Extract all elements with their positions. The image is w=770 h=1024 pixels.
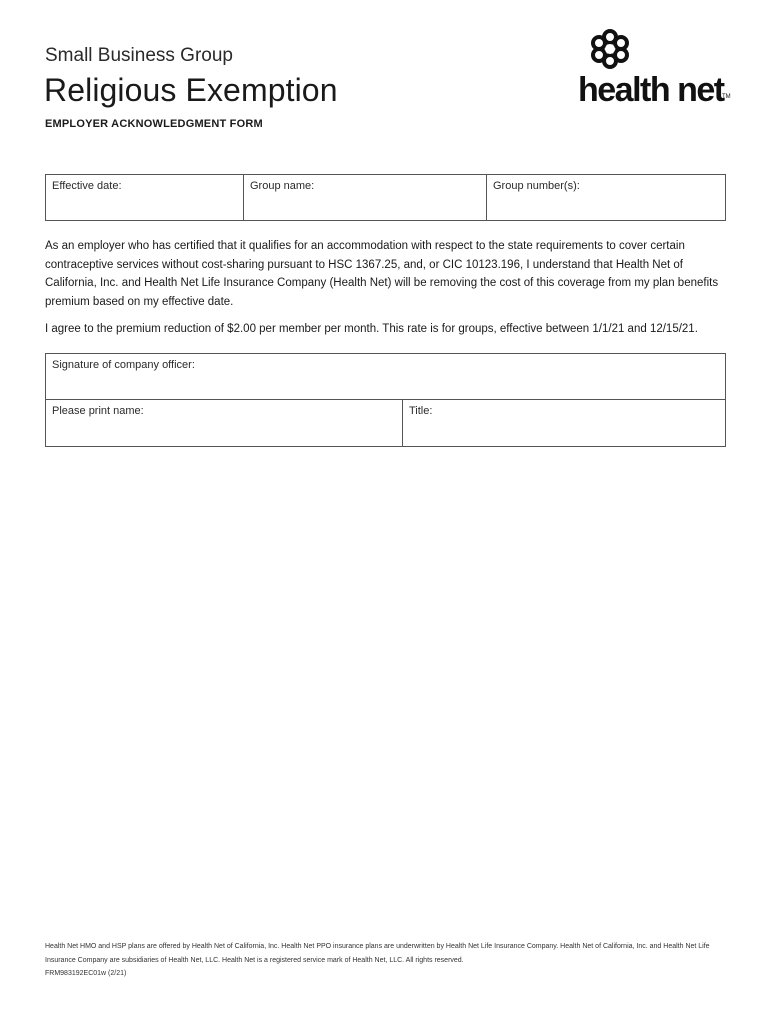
group-numbers-label: Group number(s):: [493, 180, 580, 192]
logo-wordmark: health net: [578, 71, 724, 109]
logo-trademark: TM: [722, 94, 731, 100]
title-field[interactable]: [403, 400, 725, 446]
group-numbers-field[interactable]: [487, 175, 725, 220]
group-name-label: Group name:: [250, 180, 315, 192]
acknowledgment-paragraph: As an employer who has certified that it qualifies for an accommodation with respect to the state requirements to cover certain contraceptive services without cost-sharing pursuant to HSC 1367.25, and, or CIC 10123.196, I understand that Health Net of California, Inc. and Health Net Life Insurance Company (Health Net) will be removing the cost of this coverage from my plan benefits premium based on my effective date.: [45, 240, 719, 308]
health-net-logo: [578, 28, 730, 108]
form-code: FRM983192EC01w (2/21): [45, 970, 127, 977]
logo-emblem-icon: [588, 28, 632, 70]
effective-date-label: Effective date:: [52, 180, 122, 192]
signature-label: Signature of company officer:: [52, 359, 195, 371]
page-title: Religious Exemption: [44, 72, 338, 108]
footer-disclaimer: Health Net HMO and HSP plans are offered by Health Net of California, Inc. Health Net PPO insurance plans are underwritten by Health Net Life Insurance Company. Health Net of California, Inc. and Health Net Life Insurance Company are subsidiaries of Health Net, LLC. Health Net is a registered service mark of Health Net, LLC. All rights reserved.: [45, 943, 710, 964]
title-label: Title:: [409, 405, 433, 417]
premium-reduction-paragraph: I agree to the premium reduction of $2.00 per member per month. This rate is for groups, effective between 1/1/21 and 12/15/21.: [45, 323, 698, 335]
group-info-table: [45, 174, 726, 221]
print-name-field[interactable]: [46, 400, 403, 446]
signature-table: [45, 353, 726, 447]
effective-date-field[interactable]: [46, 175, 244, 220]
signature-field[interactable]: [46, 354, 725, 400]
header-subtitle: Small Business Group: [45, 45, 233, 66]
form-name: EMPLOYER ACKNOWLEDGMENT FORM: [45, 118, 263, 130]
group-name-field[interactable]: [244, 175, 487, 220]
print-name-label: Please print name:: [52, 405, 144, 417]
